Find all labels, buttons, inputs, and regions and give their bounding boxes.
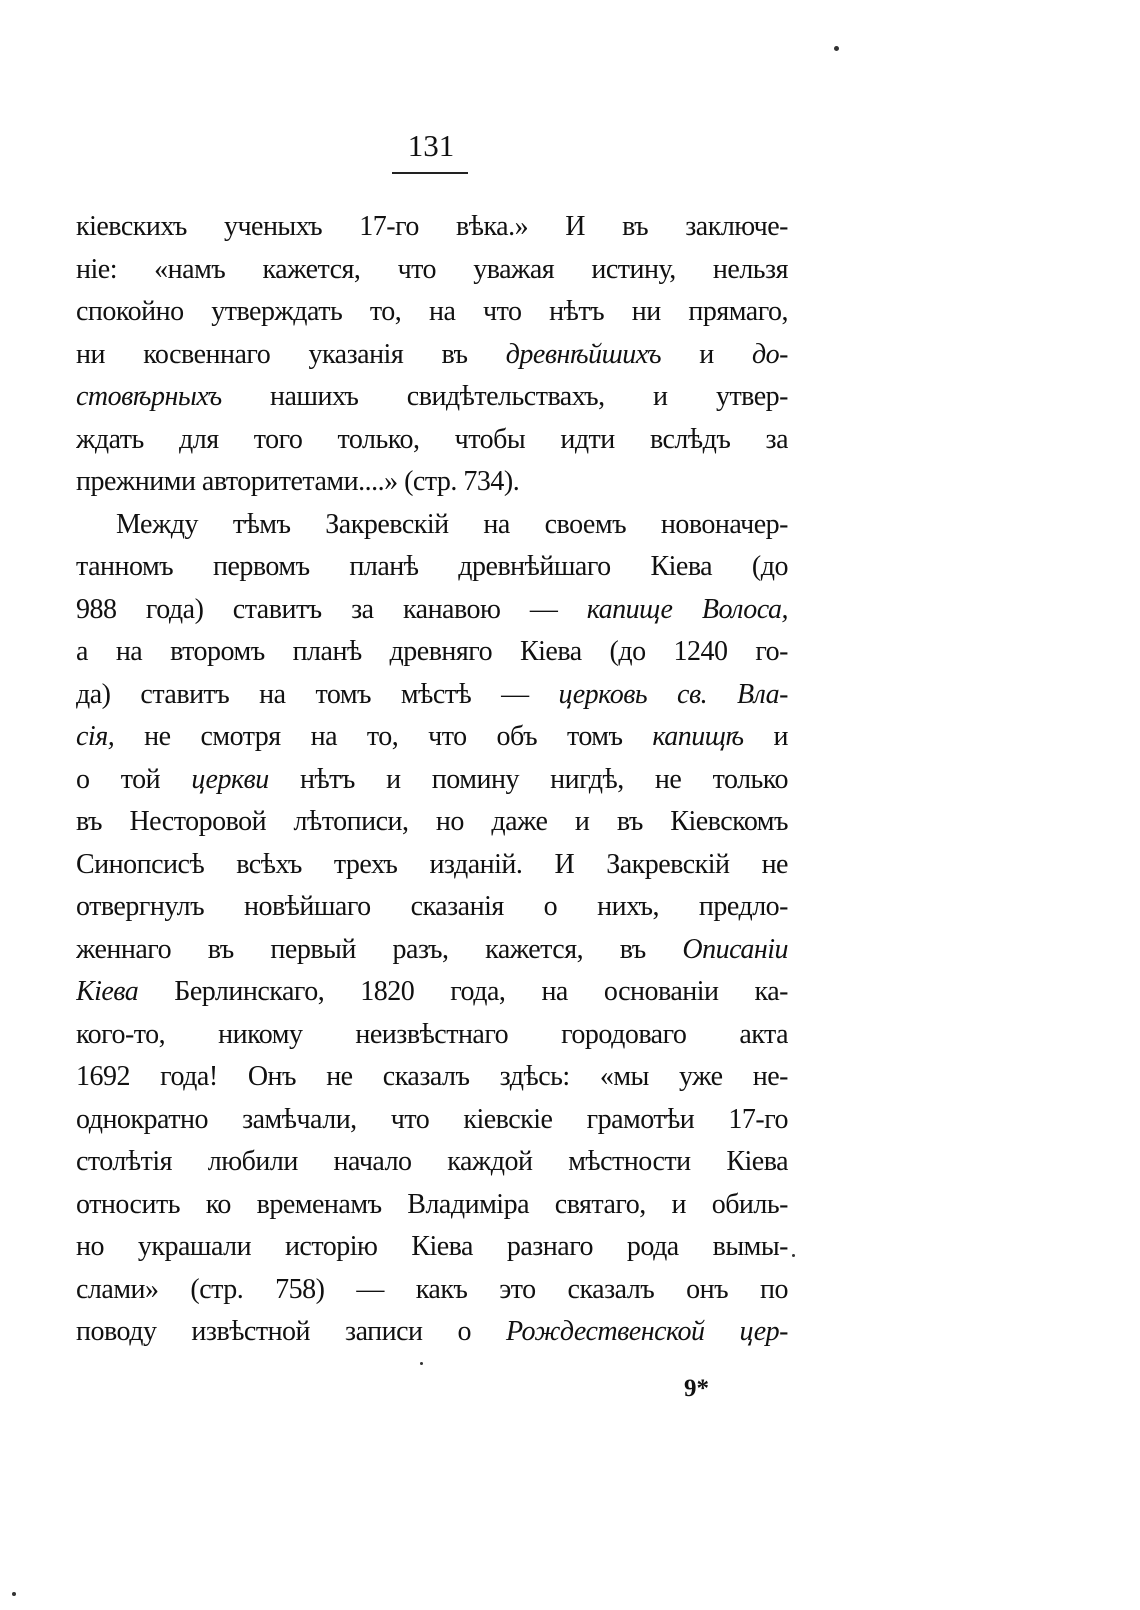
- text-segment: да) ставитъ на томъ мѣстѣ —: [76, 678, 559, 710]
- text-segment: отвергнулъ новѣйшаго сказанія о нихъ, предло-: [76, 891, 788, 922]
- italic-segment: стовѣрныхъ: [76, 381, 222, 412]
- text-line: [76, 589, 788, 632]
- text-segment: и: [660, 338, 753, 370]
- italic-segment: сія,: [76, 721, 115, 752]
- text-segment: танномъ первомъ планѣ древнѣйшаго Кіева (до: [76, 551, 788, 582]
- italic-segment: древнѣйшихъ: [505, 338, 661, 370]
- text-segment: кого-то, никому неизвѣстнаго городоваго акта: [76, 1018, 788, 1050]
- text-block: [76, 206, 788, 1354]
- print-speck: [420, 1362, 423, 1365]
- text-line: [76, 419, 788, 462]
- text-line: [76, 1099, 788, 1142]
- text-segment: ніе: «намъ кажется, что уважая истину, нельзя: [76, 253, 788, 285]
- print-speck: [792, 1254, 795, 1257]
- text-line: [76, 376, 788, 419]
- text-segment: Берлинскаго, 1820 года, на основаніи ка-: [138, 976, 788, 1007]
- text-line: [76, 674, 788, 717]
- text-segment: но украшали исторію Кіева разнаго рода вымы-: [76, 1231, 788, 1262]
- text-segment: Между тѣмъ Закревскій на своемъ новоначер-: [116, 508, 788, 540]
- text-segment: не смотря на то, что объ томъ: [114, 721, 653, 752]
- text-segment: въ Несторовой лѣтописи, но даже и въ Кіевскомъ: [76, 806, 788, 837]
- text-segment: кіевскихъ ученыхъ 17-го вѣка.» И въ заключе-: [76, 211, 788, 242]
- text-line: [76, 1311, 788, 1354]
- text-line: [76, 206, 788, 249]
- text-line: [76, 291, 788, 334]
- italic-segment: Описаніи: [682, 933, 788, 965]
- text-line: [76, 759, 788, 802]
- text-line: [76, 334, 788, 377]
- italic-segment: капищѣ: [652, 721, 744, 752]
- text-line: [76, 886, 788, 929]
- page-number-rule: [392, 172, 468, 174]
- text-segment: слами» (стр. 758) — какъ это сказалъ онъ по: [76, 1273, 788, 1305]
- page-number: 131: [407, 128, 455, 163]
- text-line: [76, 1226, 788, 1269]
- italic-segment: церковь св. Вла-: [558, 678, 788, 710]
- text-segment: столѣтія любили начало каждой мѣстности Кіева: [76, 1146, 788, 1177]
- text-line: [76, 249, 788, 292]
- text-line: [76, 1141, 788, 1184]
- text-segment: поводу извѣстной записи о: [76, 1316, 506, 1347]
- text-segment: относить ко временамъ Владиміра святаго, и обиль-: [76, 1188, 788, 1220]
- text-line: [76, 801, 788, 844]
- text-segment: прежними авторитетами....» (стр. 734).: [76, 466, 520, 497]
- text-segment: 1692 года! Онъ не сказалъ здѣсь: «мы уже не-: [76, 1061, 788, 1092]
- text-line: [76, 504, 788, 547]
- text-segment: нѣтъ и помину нигдѣ, не только: [268, 763, 788, 795]
- italic-segment: церкви: [191, 763, 269, 795]
- text-line: [76, 1014, 788, 1057]
- text-segment: а на второмъ планѣ древняго Кіева (до 1240 го-: [76, 636, 788, 667]
- signature-mark: 9*: [684, 1375, 709, 1402]
- text-line: [76, 631, 788, 674]
- text-line: [76, 546, 788, 589]
- text-segment: Синопсисѣ всѣхъ трехъ изданій. И Закревскій не: [76, 848, 788, 880]
- text-segment: женнаго въ первый разъ, кажется, въ: [76, 933, 683, 965]
- text-segment: ни косвеннаго указанія въ: [76, 338, 506, 370]
- text-line: [76, 971, 788, 1014]
- text-segment: нашихъ свидѣтельствахъ, и утвер-: [221, 381, 788, 412]
- text-segment: о той: [76, 763, 192, 795]
- italic-segment: Кіева: [76, 976, 139, 1007]
- text-line: [76, 1184, 788, 1227]
- text-segment: однократно замѣчали, что кіевскіе грамотѣи 17-го: [76, 1103, 788, 1135]
- italic-segment: до-: [752, 338, 788, 370]
- text-line: [76, 929, 788, 972]
- print-speck: [12, 1592, 16, 1596]
- text-line: [76, 1056, 788, 1099]
- italic-segment: Рождественской цер-: [505, 1316, 788, 1347]
- text-line: [76, 461, 788, 504]
- italic-segment: капище Волоса,: [586, 593, 788, 625]
- text-segment: спокойно утверждать то, на что нѣтъ ни прямаго,: [76, 296, 788, 327]
- print-speck: [834, 46, 839, 51]
- text-line: [76, 844, 788, 887]
- text-segment: ждать для того только, чтобы идти вслѣдъ за: [76, 423, 788, 455]
- text-segment: 988 года) ставитъ за канавою —: [76, 593, 587, 625]
- text-line: [76, 716, 788, 759]
- text-line: [76, 1269, 788, 1312]
- text-segment: и: [743, 721, 788, 752]
